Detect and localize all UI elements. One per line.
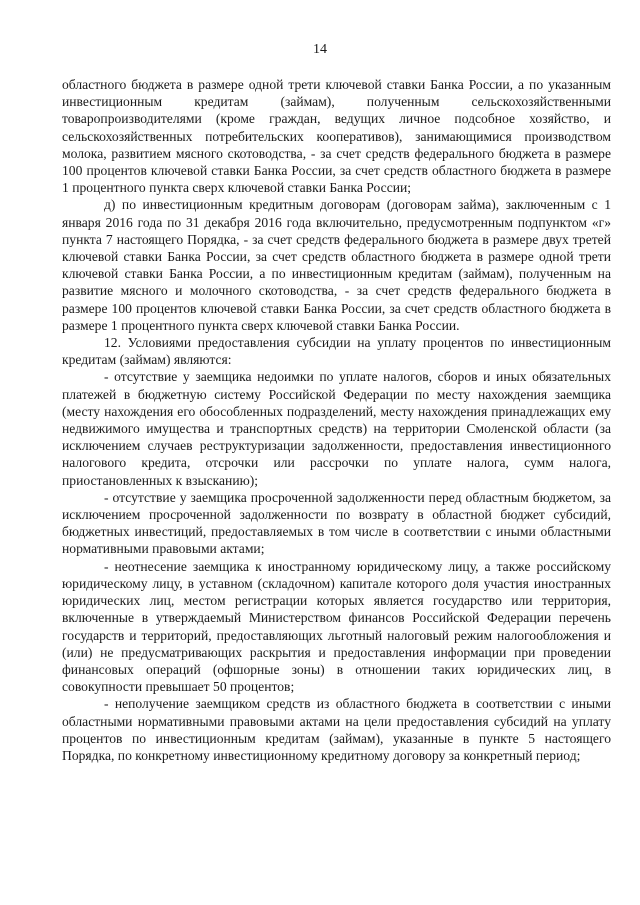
paragraph-condition-tax-arrears: - отсутствие у заемщика недоимки по уплате налогов, сборов и иных обязательных платежей в бюджетную систему Российской Федерации по месту нахождения заемщика (месту нахождения его обособленных подразделений, месту нахождения принадлежащих ему недвижимого имущества и транспортных средств) на территории Смоленской области (за исключением случаев реструктуризации задолженности, предоставления инвестиционного налогового кредита, отсрочки или рассрочки по уплате налога, сумм налога, приостановленных к взысканию); [62, 369, 611, 488]
paragraph-subitem-d: д) по инвестиционным кредитным договорам (договорам займа), заключенным с 1 января 2016 года по 31 декабря 2016 года включительно, предусмотренным подпунктом «г» пункта 7 настоящего Порядка, - за счет средств федерального бюджета в размере двух третей ключевой ставки Банка России, за счет средств областного бюджета в размере одной трети ключевой ставки Банка России, а по инвестиционным кредитам (займам), полученным на развитие мясного и молочного скотоводства, - за счет средств федерального бюджета в размере 100 процентов ключевой ставки Банка России, за счет средств областного бюджета в размере 1 процентного пункта сверх ключевой ставки Банка России. [62, 197, 611, 333]
paragraph-condition-no-other-funds: - неполучение заемщиком средств из областного бюджета в соответствии с иными областными нормативными правовыми актами на цели предоставления субсидий на уплату процентов по инвестиционным кредитам (займам), указанные в пункте 5 настоящего Порядка, по конкретному инвестиционному кредитному договору за конкретный период; [62, 696, 611, 763]
document-body [62, 76, 611, 764]
paragraph-condition-foreign-entity: - неотнесение заемщика к иностранному юридическому лицу, а также российскому юридическому лицу, в уставном (складочном) капитале которого доля участия иностранных юридических лиц, местом регистрации которых является государство или территория, включенные в утверждаемый Министерством финансов Российской Федерации перечень государств и территорий, предоставляющих льготный налоговый режим налогообложения и (или) не предусматривающих раскрытия и предоставления информации при проведении финансовых операций (офшорные зоны) в отношении таких юридических лиц, в совокупности превышает 50 процентов; [62, 558, 611, 695]
paragraph-item-12: 12. Условиями предоставления субсидии на уплату процентов по инвестиционным кредитам (займам) являются: [62, 335, 611, 368]
paragraph-condition-budget-debt: - отсутствие у заемщика просроченной задолженности перед областным бюджетом, за исключением просроченной задолженности по возврату в областной бюджет субсидий, бюджетных инвестиций, предоставляемых в том числе в соответствии с иными областными нормативными правовыми актами; [62, 489, 611, 557]
paragraph-continuation: областного бюджета в размере одной трети ключевой ставки Банка России, а по указанным инвестиционным кредитам (займам), полученным сельскохозяйственными товаропроизводителями (кроме граждан, ведущих личное подсобное хозяйство, и сельскохозяйственных потребительских кооперативов), занимающимися производством молока, развитием мясного скотоводства, - за счет средств федерального бюджета в размере 100 процентов ключевой ставки Банка России, за счет средств областного бюджета в размере 1 процентного пункта сверх ключевой ставки Банка России; [62, 77, 611, 196]
page-number: 14 [313, 42, 327, 57]
